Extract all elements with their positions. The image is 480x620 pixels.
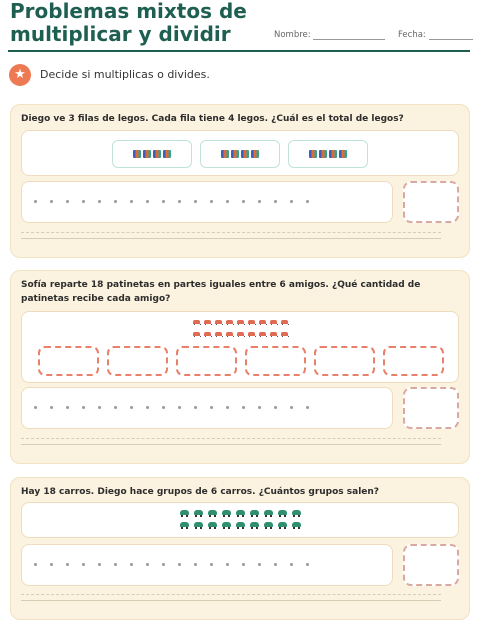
problem-question: Sofía reparte 18 patinetas en partes iguales entre 6 amigos. ¿Qué cantidad de patinetas recibe cada amigo? — [21, 280, 421, 304]
car-icon — [236, 522, 245, 527]
guide-dot — [162, 563, 165, 566]
car-icon — [278, 522, 287, 527]
dotted-guide — [34, 200, 309, 203]
result-box[interactable] — [403, 387, 459, 429]
guide-dot — [210, 200, 213, 203]
guide-dot — [66, 406, 69, 409]
skateboard-icon — [270, 320, 277, 324]
guide-dot — [146, 406, 149, 409]
name-label: Nombre: — [274, 30, 311, 40]
guide-dot — [258, 200, 261, 203]
skateboard-row — [22, 320, 458, 324]
guide-dot — [82, 406, 85, 409]
guide-dot — [258, 406, 261, 409]
guide-dot — [162, 200, 165, 203]
car-row — [22, 522, 458, 527]
guide-dot — [274, 200, 277, 203]
guide-dot — [290, 563, 293, 566]
skateboard-icon — [259, 320, 266, 324]
date-label: Fecha: — [398, 30, 426, 40]
guide-dot — [194, 406, 197, 409]
equation-answer-field[interactable] — [21, 387, 393, 429]
guide-dot — [178, 200, 181, 203]
guide-dot — [290, 406, 293, 409]
car-row — [22, 510, 458, 515]
guide-dot — [82, 200, 85, 203]
lego-icon — [133, 150, 141, 158]
car-icon — [250, 510, 259, 515]
guide-dot — [258, 563, 261, 566]
guide-dot — [114, 406, 117, 409]
skateboard-icon — [281, 332, 288, 336]
guide-dot — [98, 563, 101, 566]
car-icon — [194, 510, 203, 515]
lego-icon — [231, 150, 239, 158]
problem-question: Hay 18 carros. Diego hace grupos de 6 carros. ¿Cuántos grupos salen? — [21, 487, 380, 497]
car-icon — [194, 522, 203, 527]
skateboard-icon — [237, 320, 244, 324]
guide-dot — [242, 200, 245, 203]
guide-dot — [98, 200, 101, 203]
guide-dot — [114, 200, 117, 203]
lego-group — [288, 140, 368, 168]
car-icon — [292, 522, 301, 527]
guide-dot — [162, 406, 165, 409]
lego-icon — [163, 150, 171, 158]
guide-dot — [130, 406, 133, 409]
skateboard-icon — [248, 320, 255, 324]
skateboard-icon — [215, 332, 222, 336]
skateboard-row — [22, 332, 458, 336]
header-rule — [8, 50, 470, 52]
car-icon — [180, 510, 189, 515]
problem-card-3 — [10, 477, 470, 620]
problem-card-1 — [10, 104, 470, 258]
lego-icon — [241, 150, 249, 158]
skateboard-icon — [248, 332, 255, 336]
share-box[interactable] — [383, 346, 444, 376]
guide-dot — [290, 200, 293, 203]
picture-panel — [21, 502, 459, 538]
guide-dot — [306, 563, 309, 566]
guide-dot — [178, 563, 181, 566]
skateboard-icon — [215, 320, 222, 324]
star-icon: ★ — [9, 64, 31, 86]
instruction-text: Decide si multiplicas o divides. — [40, 68, 210, 81]
lego-icon — [153, 150, 161, 158]
lego-icon — [309, 150, 317, 158]
car-icon — [292, 510, 301, 515]
car-icon — [278, 510, 287, 515]
skateboard-icon — [270, 332, 277, 336]
car-icon — [222, 510, 231, 515]
skateboard-icon — [281, 320, 288, 324]
guide-dot — [226, 200, 229, 203]
lego-group — [200, 140, 280, 168]
equation-answer-field[interactable] — [21, 544, 393, 586]
guide-dot — [210, 563, 213, 566]
dotted-guide — [34, 563, 309, 566]
guide-dot — [98, 406, 101, 409]
guide-dot — [130, 563, 133, 566]
picture-panel — [21, 130, 459, 176]
car-icon — [264, 510, 273, 515]
guide-dot — [242, 406, 245, 409]
picture-panel — [21, 311, 459, 383]
car-icon — [250, 522, 259, 527]
equation-answer-field[interactable] — [21, 181, 393, 223]
guide-dot — [146, 563, 149, 566]
writing-lines[interactable] — [21, 232, 441, 239]
lego-group — [112, 140, 192, 168]
skateboard-icon — [226, 320, 233, 324]
guide-dot — [50, 200, 53, 203]
guide-dot — [226, 563, 229, 566]
guide-dot — [114, 563, 117, 566]
car-icon — [208, 510, 217, 515]
guide-dot — [194, 200, 197, 203]
dotted-guide — [34, 406, 309, 409]
problem-question: Diego ve 3 filas de legos. Cada fila tiene 4 legos. ¿Cuál es el total de legos? — [21, 114, 404, 124]
name-line[interactable] — [313, 39, 385, 40]
guide-dot — [226, 406, 229, 409]
writing-lines[interactable] — [21, 594, 441, 601]
guide-dot — [274, 563, 277, 566]
guide-dot — [82, 563, 85, 566]
guide-dot — [146, 200, 149, 203]
skateboard-icon — [259, 332, 266, 336]
guide-dot — [242, 563, 245, 566]
guide-dot — [34, 200, 37, 203]
guide-dot — [50, 563, 53, 566]
lego-icon — [319, 150, 327, 158]
guide-dot — [66, 563, 69, 566]
lego-icon — [221, 150, 229, 158]
guide-dot — [194, 563, 197, 566]
guide-dot — [178, 406, 181, 409]
share-box[interactable] — [107, 346, 168, 376]
page-title: Problemas mixtos de multiplicar y dividir — [10, 0, 247, 46]
car-icon — [208, 522, 217, 527]
guide-dot — [66, 200, 69, 203]
lego-icon — [143, 150, 151, 158]
car-icon — [180, 522, 189, 527]
skateboard-icon — [204, 332, 211, 336]
guide-dot — [34, 563, 37, 566]
guide-dot — [34, 406, 37, 409]
skateboard-icon — [237, 332, 244, 336]
car-icon — [236, 510, 245, 515]
skateboard-icon — [193, 332, 200, 336]
skateboard-icon — [204, 320, 211, 324]
date-line[interactable] — [429, 39, 473, 40]
guide-dot — [50, 406, 53, 409]
share-box[interactable] — [314, 346, 375, 376]
share-box[interactable] — [176, 346, 237, 376]
share-box[interactable] — [38, 346, 99, 376]
result-box[interactable] — [403, 544, 459, 586]
writing-lines[interactable] — [21, 438, 441, 445]
guide-dot — [306, 406, 309, 409]
lego-icon — [251, 150, 259, 158]
date-field[interactable] — [398, 30, 473, 40]
problem-card-2 — [10, 270, 470, 464]
guide-dot — [130, 200, 133, 203]
guide-dot — [306, 200, 309, 203]
lego-icon — [329, 150, 337, 158]
guide-dot — [210, 406, 213, 409]
car-icon — [222, 522, 231, 527]
skateboard-icon — [226, 332, 233, 336]
car-icon — [264, 522, 273, 527]
guide-dot — [274, 406, 277, 409]
result-box[interactable] — [403, 181, 459, 223]
share-box[interactable] — [245, 346, 306, 376]
lego-icon — [339, 150, 347, 158]
skateboard-icon — [193, 320, 200, 324]
name-field[interactable] — [274, 30, 385, 40]
